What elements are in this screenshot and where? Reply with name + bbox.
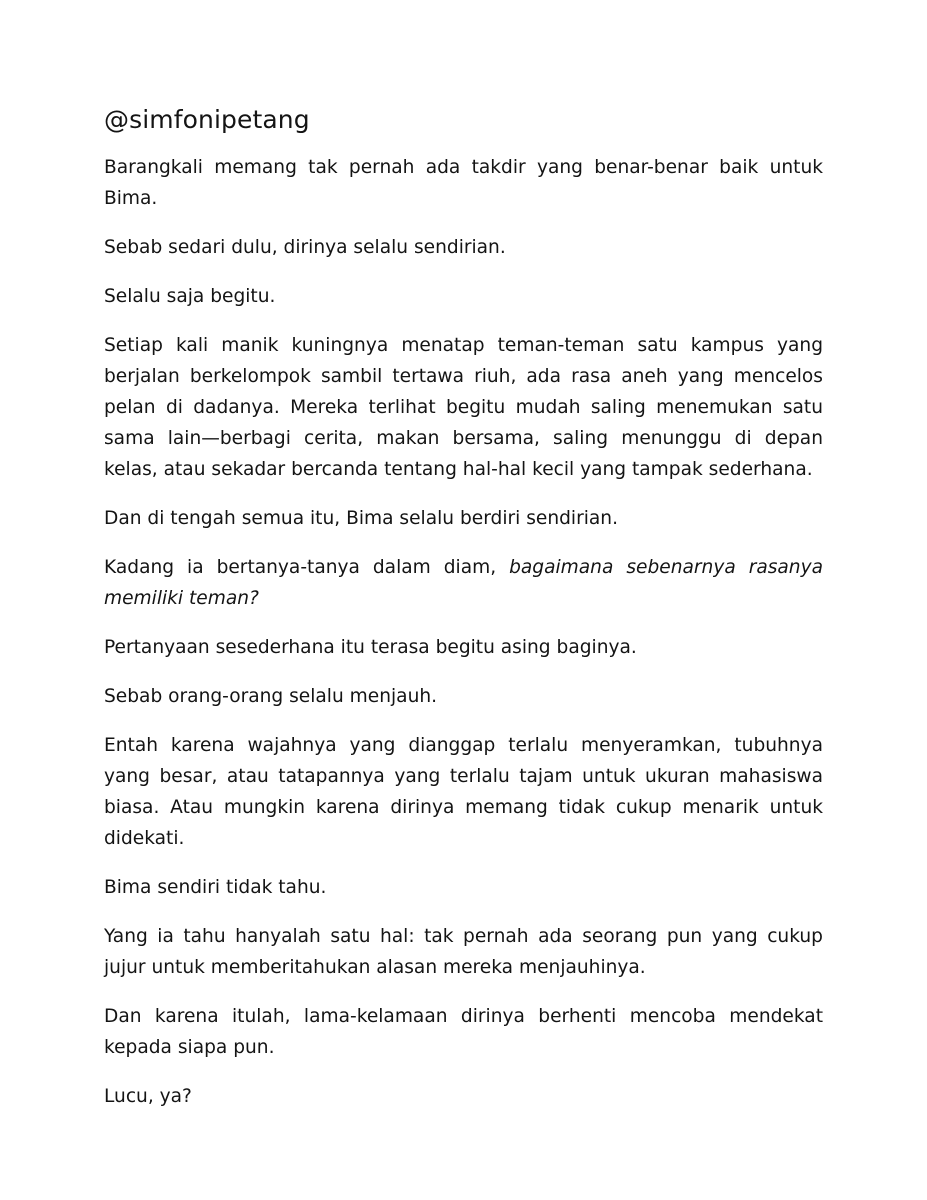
paragraph-plain-text: Kadang ia bertanya-tanya dalam diam, xyxy=(104,557,510,578)
paragraph: Yang ia tahu hanyalah satu hal: tak pernah ada seorang pun yang cukup jujur untuk memberitahukan alasan mereka menjauhinya. xyxy=(104,926,823,978)
author-handle: @simfonipetang xyxy=(104,105,310,134)
paragraph: Bima sendiri tidak tahu. xyxy=(104,877,327,898)
paragraph: Sebab sedari dulu, dirinya selalu sendirian. xyxy=(104,237,506,258)
paragraph: Dan karena itulah, lama-kelamaan dirinya berhenti mencoba mendekat kepada siapa pun. xyxy=(104,1006,823,1058)
paragraph: Entah karena wajahnya yang dianggap terlalu menyeramkan, tubuhnya yang besar, atau tatapannya yang terlalu tajam untuk ukuran mahasiswa biasa. Atau mungkin karena dirinya memang tidak cukup menarik untuk didekati. xyxy=(104,735,823,849)
paragraph: Selalu saja begitu. xyxy=(104,286,276,307)
paragraph: Barangkali memang tak pernah ada takdir yang benar-benar baik untuk Bima. xyxy=(104,157,823,209)
paragraph: Pertanyaan sesederhana itu terasa begitu asing baginya. xyxy=(104,637,637,658)
paragraph: Dan di tengah semua itu, Bima selalu berdiri sendirian. xyxy=(104,508,618,529)
paragraph: Setiap kali manik kuningnya menatap teman-teman satu kampus yang berjalan berkelompok sambil tertawa riuh, ada rasa aneh yang mencelos pelan di dadanya. Mereka terlihat begitu mudah saling menemukan satu sama lain—berbagi cerita, makan bersama, saling menunggu di depan kelas, atau sekadar bercanda tentang hal-hal kecil yang tampak sederhana. xyxy=(104,335,823,480)
document-page xyxy=(104,100,823,1130)
paragraph: Lucu, ya? xyxy=(104,1086,192,1107)
paragraph-with-italic xyxy=(104,552,823,614)
paragraph-italic-text: bagaimana sebenarnya rasanya memiliki teman? xyxy=(104,557,823,609)
paragraph: Sebab orang-orang selalu menjauh. xyxy=(104,686,438,707)
